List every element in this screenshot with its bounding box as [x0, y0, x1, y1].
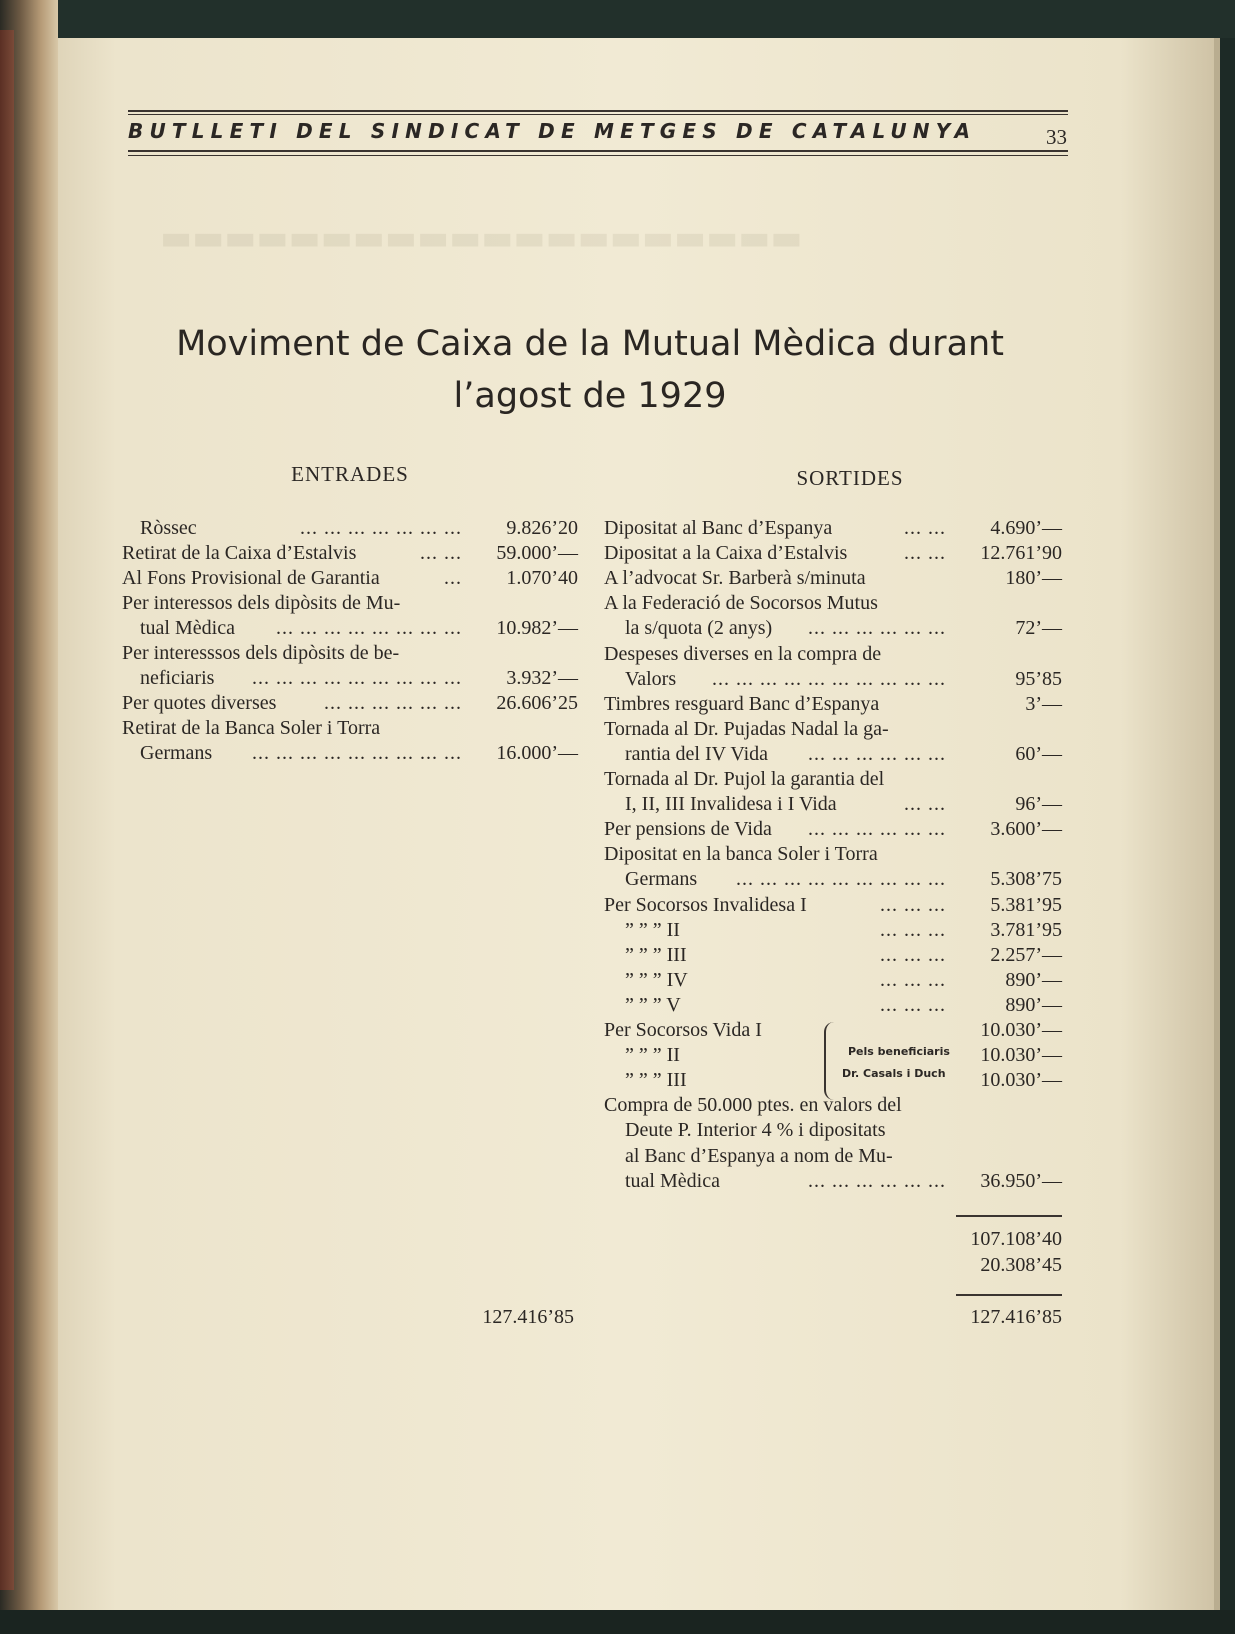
- sortides-row-leader-dots: ... ...: [904, 542, 946, 565]
- sortides-row-leader-dots: ... ... ... ... ... ...: [808, 1169, 946, 1192]
- running-header: BUTLLETI DEL SINDICAT DE METGES DE CATALUNYA: [128, 119, 977, 143]
- title-line-2: l’agost de 1929: [453, 376, 727, 416]
- entrades-row-leader-dots: ... ... ... ... ... ... ... ...: [276, 617, 462, 639]
- sortides-row-amount: 4.690’—: [990, 517, 1062, 539]
- sortides-row-label: Timbres resguard Banc d’Espanya: [604, 692, 880, 715]
- sortides-row-label: A la Federació de Socorsos Mutus: [604, 592, 878, 615]
- sortides-subtotal: 107.108’40: [970, 1228, 1062, 1250]
- entrades-row-label: Per interessos dels dipòsits de Mu-: [122, 592, 401, 614]
- sortides-row-label: Per Socorsos Invalidesa I: [604, 893, 807, 916]
- entrades-row-amount: 16.000’—: [496, 742, 578, 764]
- scan-background-top: [0, 0, 1235, 38]
- entrades-row-amount: 9.826’20: [506, 517, 578, 539]
- sortides-sum-rule: [956, 1215, 1062, 1217]
- sortides-row-amount: 180’—: [1005, 567, 1062, 590]
- sortides-row-leader-dots: ... ... ...: [880, 993, 946, 1016]
- sortides-row-label: ” ” ” II: [625, 918, 680, 941]
- brace-note-line-2: Dr. Casals i Duch: [842, 1067, 946, 1080]
- sortides-row-label: Per pensions de Vida: [604, 818, 772, 841]
- sortides-row-amount: 10.030’—: [980, 1069, 1062, 1092]
- entrades-row-label: tual Mèdica: [140, 617, 235, 639]
- sortides-row-amount: 36.950’—: [980, 1169, 1062, 1192]
- sortides-row-leader-dots: ... ...: [904, 517, 946, 539]
- sortides-row-amount: 5.308’75: [990, 868, 1062, 891]
- brace-note-line-1: Pels beneficiaris: [848, 1045, 950, 1058]
- sortides-row-leader-dots: ... ... ...: [880, 943, 946, 966]
- sortides-row-label: Despeses diverses en la compra de: [604, 642, 882, 665]
- entrades-row-amount: 10.982’—: [496, 617, 578, 639]
- entrades-row-leader-dots: ... ... ... ... ... ... ... ... ...: [252, 742, 462, 764]
- sortides-row-label: Dipositat al Banc d’Espanya: [604, 517, 833, 539]
- sortides-row-amount: 10.030’—: [980, 1019, 1062, 1041]
- entrades-row-label: Per interesssos dels dipòsits de be-: [122, 642, 400, 664]
- sortides-row-leader-dots: ... ... ... ... ... ... ... ... ... ...: [712, 667, 946, 690]
- entrades-row-label: Retirat de la Banca Soler i Torra: [122, 717, 381, 739]
- sortides-row-amount: 10.030’—: [980, 1044, 1062, 1067]
- sortides-row-amount: 3.781’95: [990, 918, 1062, 941]
- sortides-row-label: ” ” ” III: [625, 1069, 687, 1092]
- entrades-row-leader-dots: ... ... ... ... ... ...: [324, 692, 462, 714]
- sortides-row-label: ” ” ” V: [625, 993, 681, 1016]
- header-rule-top: [128, 110, 1068, 112]
- entrades-row-leader-dots: ...: [444, 567, 462, 589]
- sortides-row-label: Per Socorsos Vida I: [604, 1019, 762, 1041]
- sortides-row-amount: 3.600’—: [990, 818, 1062, 841]
- sortides-row-amount: 890’—: [1005, 993, 1062, 1016]
- sortides-total-rule: [956, 1294, 1062, 1296]
- brace: [824, 1022, 834, 1100]
- sortides-row-label: Dipositat en la banca Soler i Torra: [604, 843, 878, 866]
- sortides-row-amount: 96’—: [1015, 793, 1062, 816]
- sortides-row-leader-dots: ... ... ...: [880, 918, 946, 941]
- sortides-row-label: ” ” ” IV: [625, 968, 688, 991]
- sortides-heading: SORTIDES: [796, 466, 904, 490]
- entrades-row-amount: 1.070’40: [506, 567, 578, 589]
- sortides-row-leader-dots: ... ... ... ... ... ...: [808, 617, 946, 640]
- sortides-row-leader-dots: ... ...: [904, 793, 946, 816]
- sortides-row-amount: 3’—: [1025, 692, 1062, 715]
- sortides-row-label: al Banc d’Espanya a nom de Mu-: [625, 1144, 893, 1167]
- book-cover-edge: [0, 30, 14, 1590]
- sortides-row-amount: 60’—: [1015, 742, 1062, 765]
- entrades-row-label: Germans: [140, 742, 213, 764]
- header-rule-top-thin: [128, 114, 1068, 115]
- sortides-row-amount: 72’—: [1015, 617, 1062, 640]
- scan-background-bottom: [0, 1610, 1235, 1634]
- entrades-row-label: Ròssec: [140, 517, 197, 539]
- sortides-row-amount: 890’—: [1005, 968, 1062, 991]
- sortides-row-leader-dots: ... ... ... ... ... ...: [808, 818, 946, 841]
- sortides-row-leader-dots: ... ... ... ... ... ... ... ... ...: [736, 868, 946, 891]
- sortides-row-label: la s/quota (2 anys): [625, 617, 773, 640]
- entrades-row-leader-dots: ... ...: [420, 542, 462, 564]
- sortides-row-label: Dipositat a la Caixa d’Estalvis: [604, 542, 848, 565]
- entrades-row-amount: 3.932’—: [506, 667, 578, 689]
- page-title: [140, 318, 1040, 422]
- entrades-row-label: neficiaris: [140, 667, 215, 689]
- sortides-row-label: Tornada al Dr. Pujadas Nadal la ga-: [604, 717, 889, 740]
- sortides-row-label: I, II, III Invalidesa i I Vida: [625, 793, 837, 816]
- sortides-row-label: ” ” ” III: [625, 943, 687, 966]
- entrades-heading: ENTRADES: [291, 462, 409, 486]
- sortides-balance: 20.308’45: [980, 1254, 1062, 1276]
- sortides-row-amount: 5.381’95: [990, 893, 1062, 916]
- sortides-total: 127.416’85: [970, 1306, 1062, 1328]
- page-number: 33: [1046, 125, 1067, 149]
- sortides-row-label: Tornada al Dr. Pujol la garantia del: [604, 768, 885, 790]
- sortides-row-label: Valors: [625, 667, 677, 690]
- sortides-row-amount: 2.257’—: [990, 943, 1062, 966]
- entrades-row-amount: 26.606’25: [496, 692, 578, 714]
- entrades-row-leader-dots: ... ... ... ... ... ... ... ... ...: [252, 667, 462, 689]
- sortides-row-label: rantia del IV Vida: [625, 742, 769, 765]
- sortides-row-label: ” ” ” II: [625, 1044, 680, 1067]
- header-rule-bottom: [128, 150, 1068, 152]
- sortides-row-label: tual Mèdica: [625, 1169, 720, 1192]
- sortides-row-label: A l’advocat Sr. Barberà s/minuta: [604, 567, 866, 590]
- entrades-row-leader-dots: ... ... ... ... ... ... ...: [300, 517, 462, 539]
- header-rule-bottom-thin: [128, 155, 1068, 156]
- entrades-row-label: Per quotes diverses: [122, 692, 277, 714]
- sortides-row-label: Deute P. Interior 4 % i dipositats: [625, 1119, 886, 1142]
- entrades-row-amount: 59.000’—: [496, 542, 578, 564]
- sortides-row-label: Compra de 50.000 ptes. en valors del: [604, 1094, 902, 1117]
- title-line-1: Moviment de Caixa de la Mutual Mèdica durant: [176, 324, 1004, 364]
- sortides-row-leader-dots: ... ... ...: [880, 968, 946, 991]
- entrades-row-label: Al Fons Provisional de Garantia: [122, 567, 380, 589]
- sortides-row-amount: 12.761’90: [980, 542, 1062, 565]
- sortides-row-leader-dots: ... ... ...: [880, 893, 946, 916]
- entrades-row-label: Retirat de la Caixa d’Estalvis: [122, 542, 357, 564]
- sortides-row-amount: 95’85: [1015, 667, 1062, 690]
- sortides-row-label: Germans: [625, 868, 698, 891]
- bleed-through-shadow: ▬▬▬▬▬▬▬▬▬▬▬▬▬▬▬▬▬▬▬▬: [160, 218, 803, 258]
- sortides-row-leader-dots: ... ... ... ... ... ...: [808, 742, 946, 765]
- entrades-total: 127.416’85: [482, 1306, 574, 1328]
